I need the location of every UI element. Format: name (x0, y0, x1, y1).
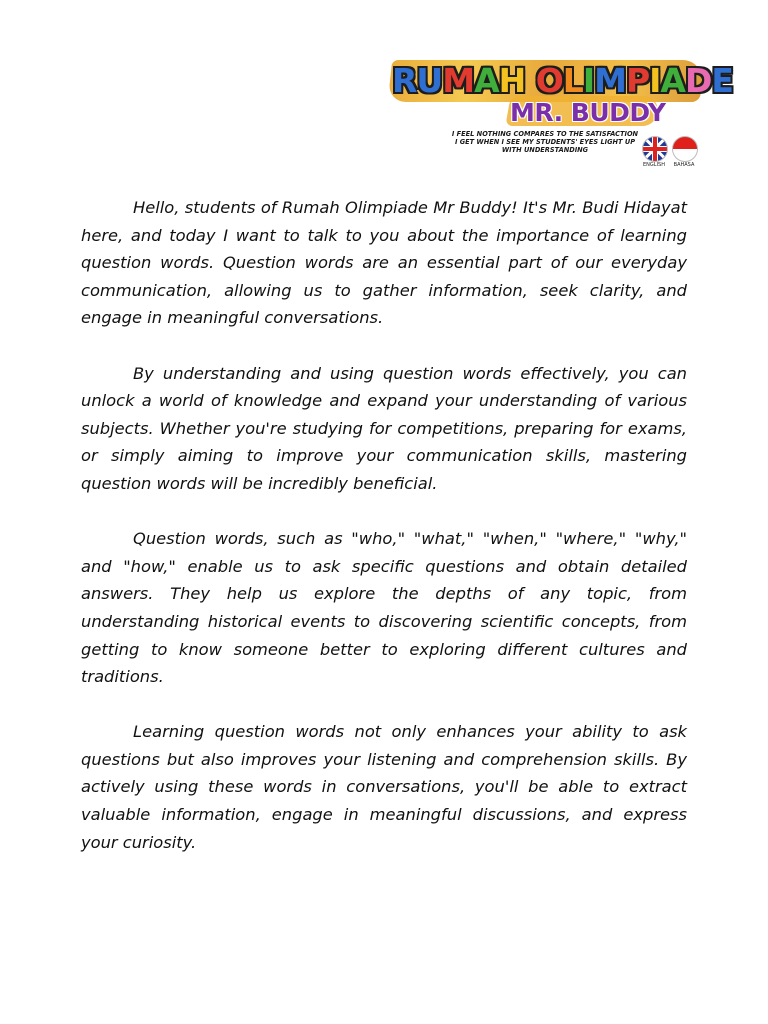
flag-label-bahasa: BAHASA (673, 162, 695, 168)
logo-title-letter: M (442, 61, 475, 100)
logo-title-letter: U (416, 61, 443, 100)
rumah-olimpiade-logo (388, 58, 733, 170)
logo-title-letter: R (392, 61, 417, 100)
logo-title-letter: A (474, 61, 499, 100)
logo-title-letter: I (582, 61, 595, 100)
logo-title-letter: I (649, 61, 661, 100)
logo-title-letter: H (498, 61, 526, 100)
paragraph-1: Hello, students of Rumah Olimpiade Mr Buddy! It's Mr. Budi Hidayat here, and today I want to talk to you about the importance of learning question words. Question words are an essential part of our everyday communication, allowing us to gather information, seek clarity, and engage in meaningful conversations. (81, 198, 687, 328)
paragraph-4: Learning question words not only enhances your ability to ask questions but also improves your listening and comprehension skills. By actively using these words in conversations, you'll be able to extract valuable information, engage in meaningful discussions, and express your curiosity. (81, 722, 687, 852)
logo-title-letter: O (535, 61, 563, 100)
logo-title-letter (525, 62, 536, 100)
logo-subtitle: MR. BUDDY (510, 98, 666, 127)
logo-title-letter: M (594, 61, 626, 100)
uk-flag-icon (642, 136, 668, 162)
logo-title-letter: D (684, 61, 712, 100)
logo-title-letter: L (562, 61, 583, 100)
indonesia-flag-icon (672, 136, 698, 162)
logo-title-letter: A (660, 61, 685, 100)
flag-label-english: ENGLISH (643, 162, 665, 168)
logo-tagline: I FEEL NOTHING COMPARES TO THE SATISFACTION I GET WHEN I SEE MY STUDENTS' EYES LIGHT UP WITH UNDERSTANDING (451, 130, 639, 154)
paragraph-2: By understanding and using question words effectively, you can unlock a world of knowledge and expand your understanding of various subjects. Whether you're studying for competitions, preparing for exams, or simply aiming to improve your communication skills, mastering question words will be incredibly beneficial. (81, 363, 687, 493)
letter-body (81, 194, 687, 884)
logo-title (392, 61, 733, 100)
logo-title-letter: E (711, 61, 733, 100)
logo-title-letter: P (625, 61, 650, 100)
paragraph-3: Question words, such as "who," "what," "when," "where," "why," and "how," enable us to ask specific questions and obtain detailed answers. They help us explore the depths of any topic, from understanding historical events to discovering scientific concepts, from getting to know someone better to exploring different cultures and traditions. (81, 529, 687, 687)
